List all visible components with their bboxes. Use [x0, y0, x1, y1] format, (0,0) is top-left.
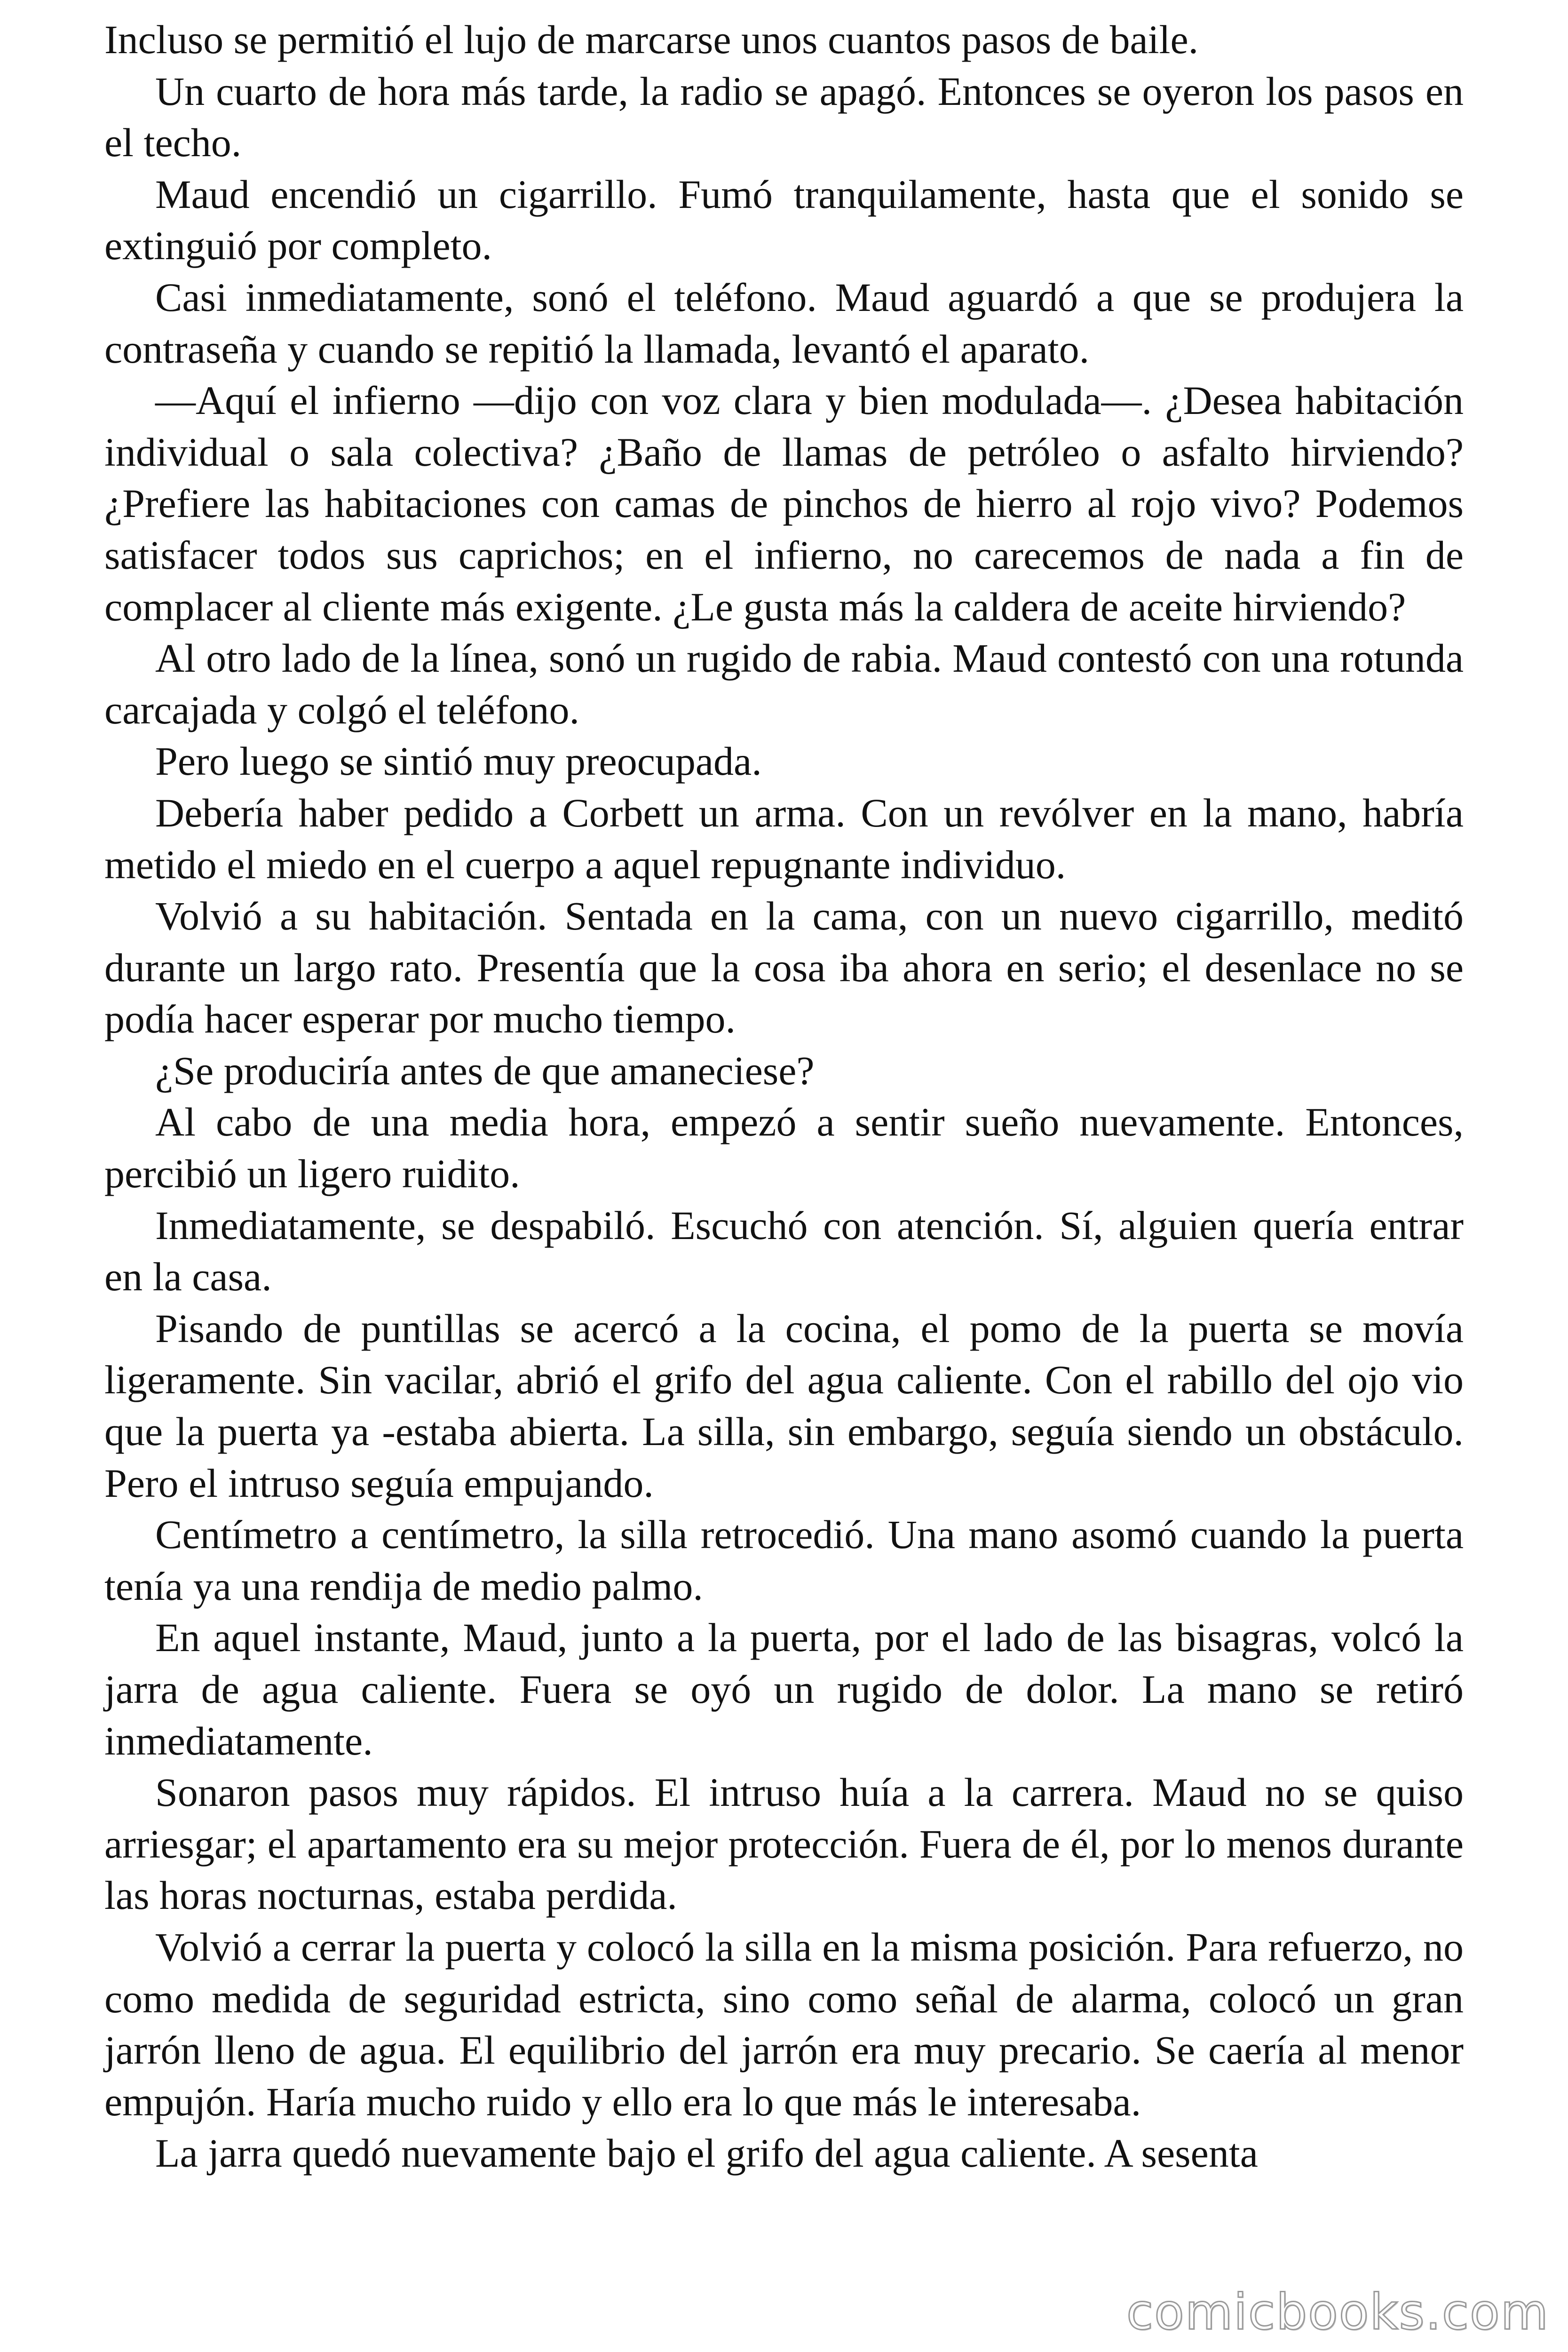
paragraph: Volvió a su habitación. Sentada en la cama, con un nuevo cigarrillo, meditó durante un largo rato. Presentía que la cosa iba ahora en serio; el desenlace no se podía hacer esperar por mucho tiempo. — [104, 893, 1464, 1042]
paragraph: Inmediatamente, se despabiló. Escuchó con atención. Sí, alguien quería entrar en la casa. — [104, 1202, 1464, 1300]
paragraph: Centímetro a centímetro, la silla retrocedió. Una mano asomó cuando la puerta tenía ya una rendija de medio palmo. — [104, 1512, 1464, 1609]
paragraph: Al cabo de una media hora, empezó a sentir sueño nuevamente. Entonces, percibió un ligero ruidito. — [104, 1099, 1464, 1197]
paragraph: En aquel instante, Maud, junto a la puerta, por el lado de las bisagras, volcó la jarra de agua caliente. Fuera se oyó un rugido de dolor. La mano se retiró inmediatamente. — [104, 1615, 1464, 1764]
paragraph: —Aquí el infierno —dijo con voz clara y bien modulada—. ¿Desea habitación individual o sala colectiva? ¿Baño de llamas de petróleo o asfalto hirviendo? ¿Prefiere las habitaciones con camas de pinchos de hierro al rojo vivo? Podemos satisfacer todos sus caprichos; en el infierno, no carecemos de nada a fin de complacer al cliente más exigente. ¿Le gusta más la caldera de aceite hirviendo? — [104, 378, 1464, 629]
watermark: comicbooks.com — [1126, 2283, 1549, 2341]
paragraph: La jarra quedó nuevamente bajo el grifo del agua caliente. A sesenta — [155, 2130, 1258, 2176]
paragraph: Incluso se permitió el lujo de marcarse unos cuantos pasos de baile. — [104, 17, 1199, 62]
paragraph: Casi inmediatamente, sonó el teléfono. Maud aguardó a que se produjera la contraseña y cuando se repitió la llamada, levantó el aparato. — [104, 274, 1464, 372]
paragraph: Pisando de puntillas se acercó a la cocina, el pomo de la puerta se movía ligeramente. Sin vacilar, abrió el grifo del agua caliente. Con el rabillo del ojo vio que la puerta ya -estaba abierta. La silla, sin embargo, seguía siendo un obstáculo. Pero el intruso seguía empujando. — [104, 1305, 1464, 1506]
paragraph: Un cuarto de hora más tarde, la radio se apagó. Entonces se oyeron los pasos en el techo. — [104, 68, 1464, 166]
paragraph: ¿Se produciría antes de que amaneciese? — [155, 1048, 815, 1093]
paragraph: Al otro lado de la línea, sonó un rugido de rabia. Maud contestó con una rotunda carcajada y colgó el teléfono. — [104, 636, 1464, 732]
page-body — [104, 14, 1464, 2179]
paragraph: Debería haber pedido a Corbett un arma. Con un revólver en la mano, habría metido el miedo en el cuerpo a aquel repugnante individuo. — [104, 790, 1464, 887]
paragraph: Maud encendió un cigarrillo. Fumó tranquilamente, hasta que el sonido se extinguió por completo. — [104, 171, 1464, 269]
paragraph: Sonaron pasos muy rápidos. El intruso huía a la carrera. Maud no se quiso arriesgar; el apartamento era su mejor protección. Fuera de él, por lo menos durante las horas nocturnas, estaba perdida. — [104, 1770, 1464, 1918]
paragraph: Pero luego se sintió muy preocupada. — [155, 739, 762, 784]
paragraph: Volvió a cerrar la puerta y colocó la silla en la misma posición. Para refuerzo, no como medida de seguridad estricta, sino como señal de alarma, colocó un gran jarrón lleno de agua. El equilibrio del jarrón era muy precario. Se caería al menor empujón. Haría mucho ruido y ello era lo que más le interesaba. — [104, 1924, 1464, 2124]
